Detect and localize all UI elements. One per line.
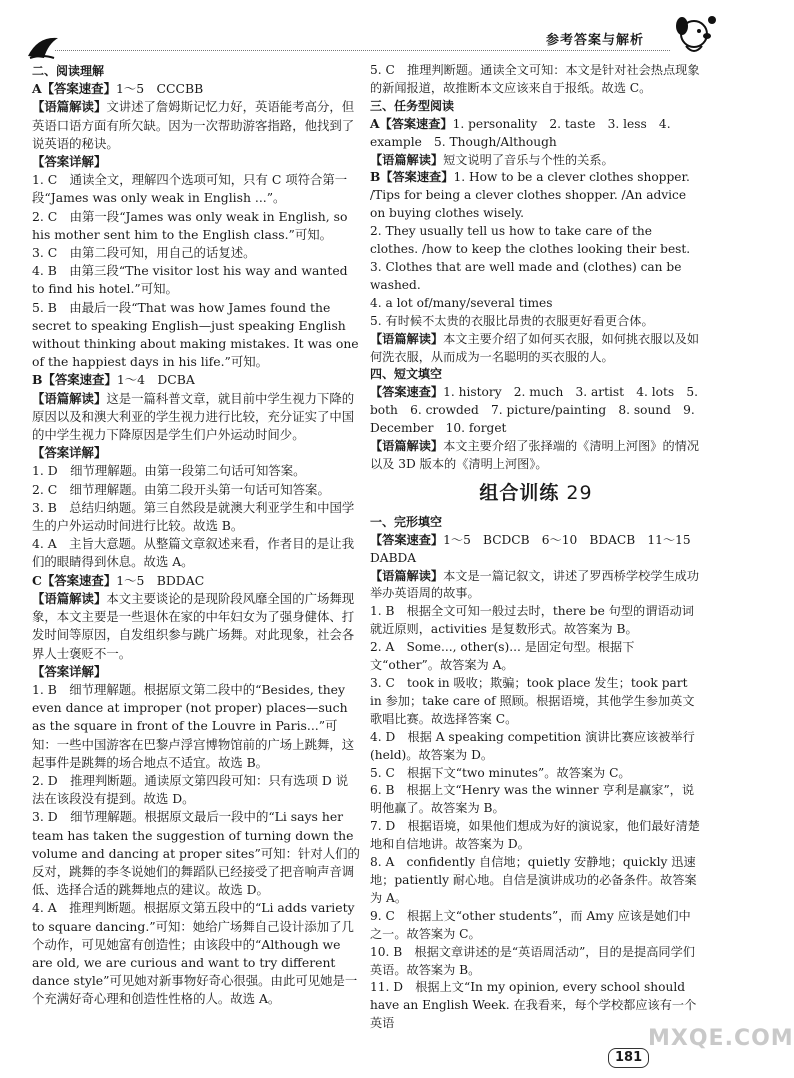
answer-text: 1. B 细节理解题。根据原文第二段中的“Besides, they even dance at improper (not proper) places—such as the square in front of the Louvre in Paris...”可知：一些中国游客在巴黎卢浮宫博物馆前的广场上跳舞，这起事件是跳舞的场合地点不适宜。故选 B。 [32,681,355,770]
mascot-icon [666,8,724,60]
section-heading: 二、阅读理解 [32,64,105,78]
answer-paragraph [370,944,702,980]
header-divider [55,50,670,51]
answer-text: 1～5 BCDCB 6～10 BDACB 11～15 DABDA [370,532,703,565]
answer-paragraph [32,899,360,1008]
answer-paragraph [370,259,702,295]
answer-text: 6. B 根据上文“Henry was the winner 亨利是赢家”，说明他赢了。故答案为 B。 [370,783,695,816]
answer-paragraph [370,818,702,854]
answer-text: 9. C 根据上文“other students”，而 Amy 应该是她们中之一。故答案为 C。 [370,908,691,941]
answer-tag: 【答案详解】 [32,154,107,170]
answer-text: 4. A 推理判断题。根据原文第五段中的“Li adds variety to square dancing.”可知：她给广场舞自己设计添加了几个动作，可见她富有创造性；由该段中的“Although we are old, we are curious and want to try different dance style”可见她对新事物好奇心很强。由此可见她是一个充满好奇心理和创造性性格的人。故选 A。 [32,900,358,1007]
answer-text: 1. C 通读全文，理解四个选项可知，只有 C 项符合第一段“James was only weak in English ...”。 [32,172,348,206]
answer-text: 3. C took in 吸收；欺骗；took place 发生；took part in 参加；take care of 照顾。根据语境，其他学生参加英文歌唱比赛。故选择答案 C。 [370,676,695,726]
answer-paragraph [370,568,702,604]
answer-tag: 【语篇解读】 [32,390,107,406]
answer-text: 本文主要谈论的是现阶段风靡全国的广场舞现象，本文主要是一些退休在家的中年妇女为了强身健体、打发时间等原因，自发组织参与跳广场舞。对此现象，社会各界人士褒贬不一。 [32,590,355,661]
answer-text: 4. a lot of/many/several times [370,295,553,310]
answer-tag: B【答案速查】 [370,170,454,185]
answer-text: 3. C 由第二段可知，用自己的话复述。 [32,245,256,261]
answer-text: 1. history 2. much 3. artist 4. lots 5. both 6. crowded 7. picture/painting 8. sound 9. December 10. forget [370,385,698,436]
answer-paragraph [32,590,360,663]
answer-paragraph [370,639,702,675]
answer-paragraph [370,384,702,438]
answer-paragraph [370,116,702,152]
answer-text: 5. 有时候不太贵的衣服比昂贵的衣服更好看更合体。 [370,313,654,328]
answer-text: 3. B 总结归纳题。第三自然段是就澳大利亚学生和中国学生的户外运动时间进行比较。故选 B。 [32,499,355,534]
answer-text: 10. B 根据文章讲述的是“英语周活动”，目的是提高同学们英语。故答案为 B。 [370,944,695,977]
answer-paragraph [370,62,702,98]
answer-tag: 【答案速查】 [370,532,444,547]
answer-text: 2. C 细节理解题。由第二段开头第一句话可知答案。 [32,481,330,497]
answer-tag: A【答案速查】 [32,81,116,97]
page-number: 181 [608,1048,649,1068]
answer-paragraph [32,98,360,153]
left-column [32,62,360,1009]
answer-text: 1～5 BDDAC [116,572,205,588]
right-column [370,62,702,1033]
answer-text: 8. A confidently 自信地；quietly 安静地；quickly 迅速地；patiently 耐心地。自信是演讲成功的必备条件。故答案为 A。 [370,855,697,905]
answer-text: 1. How to be a clever clothes shopper. /Tips for being a clever clothes shopper. /An advice on buying clothes wisely. [370,170,690,221]
answer-paragraph [32,262,360,298]
answer-text: 4. A 主旨大意题。从整篇文章叙述来看，作者目的是让我们的眼睛得到休息。故选 A。 [32,536,355,570]
answer-paragraph [32,371,360,389]
answer-text: 1. B 根据全文可知一般过去时，there be 句型的谓语动词就近原则，activities 是复数形式。故答案为 B。 [370,604,694,637]
answer-paragraph [370,438,702,474]
unit-title-text: 组合训练 [479,481,560,504]
answer-tag: 【语篇解读】 [370,331,444,346]
answer-paragraph [370,313,702,331]
answer-paragraph [370,152,702,170]
answer-text: 文讲述了詹姆斯记忆力好，英语能考高分，但英语口语方面有所欠缺。因为一次帮助游客指路，他找到了说英语的秘诀。 [32,99,355,151]
answer-tag: B【答案速查】 [32,372,117,388]
answer-paragraph [370,782,702,818]
answer-paragraph [32,80,360,98]
answer-paragraph [370,331,702,367]
answer-text: 1. D 细节理解题。由第一段第二句话可知答案。 [32,463,306,479]
answer-paragraph [32,171,360,207]
answer-paragraph [32,681,360,772]
answer-paragraph [32,499,360,535]
answer-tag: 【语篇解读】 [370,152,444,167]
answer-text: 3. Clothes that are well made and (clothes) can be washed. [370,259,682,292]
answer-text: 本文主要介绍了张择端的《清明上河图》的情况以及 3D 版本的《清明上河图》。 [370,439,700,471]
answer-paragraph [370,729,702,765]
answer-tag: 【语篇解读】 [32,99,107,115]
answer-text: 短文说明了音乐与个性的关系。 [443,152,614,167]
answer-paragraph [370,532,702,568]
answer-text: 4. B 由第三段“The visitor lost his way and wanted to find his hotel.”可知。 [32,263,348,297]
answer-text: 5. C 推理判断题。通读全文可知：本文是针对社会热点现象的新闻报道，故推断本文应该来自于报纸。故选 C。 [370,63,700,95]
answer-paragraph [32,153,360,171]
answer-tag: C【答案速查】 [32,572,117,588]
answer-paragraph [32,444,360,462]
answer-text: 本文是一篇记叙文，讲述了罗西桥学校学生成功举办英语周的故事。 [370,568,700,601]
answer-text: 4. D 根据 A speaking competition 演讲比赛应该被举行 (held)。故答案为 D。 [370,729,695,762]
section-heading: 三、任务型阅读 [370,98,455,113]
header-title: 参考答案与解析 [546,33,645,48]
answer-text: 2. They usually tell us how to take care of the clothes. /how to keep the clothes looking their best. [370,224,691,257]
answer-paragraph [370,295,702,313]
section-heading: 一、完形填空 [370,514,443,529]
answer-paragraph [370,765,702,783]
answer-paragraph [32,299,360,372]
answer-text: 7. D 根据语境，如果他们想成为好的演说家，他们最好清楚地和自信地讲。故答案为 D。 [370,819,700,852]
answer-tag: 【答案速查】 [370,385,444,400]
answer-text: 本文主要介绍了如何买衣服，如何挑衣服以及如何洗衣服，从而成为一名聪明的买衣服的人。 [370,331,700,364]
answer-text: 5. C 根据下文“two minutes”。故答案为 C。 [370,765,631,780]
answer-paragraph [32,535,360,571]
answer-paragraph [32,481,360,499]
section-heading: 四、短文填空 [370,367,443,382]
answer-paragraph [32,462,360,480]
answer-paragraph [370,169,702,223]
answer-text: 5. B 由最后一段“That was how James found the secret to speaking English—just speaking English without thinking about making mistakes. It was one of the happiest days in his life.”可知。 [32,299,359,370]
answer-paragraph [370,908,702,944]
answer-paragraph [32,808,360,899]
answer-text: 1～4 DCBA [116,372,195,388]
answer-paragraph [370,675,702,729]
answer-paragraph [32,244,360,262]
answer-paragraph [32,572,360,590]
answer-paragraph [370,223,702,259]
answer-text: 这是一篇科普文章，就目前中学生视力下降的原因以及和澳大利亚的学生视力进行比较，充分证实了中国的中学生视力下降原因是学生们户外运动时间少。 [32,390,355,443]
answer-tag: 【语篇解读】 [370,568,444,583]
answer-text: 3. D 细节理解题。根据原文最后一段中的“Li says her team has taken the suggestion of turning down the volume and dancing at proper sites”可知：针对人们的反对，跳舞的李冬说她们的舞蹈队已经接受了把音响声音调低、选择合适的跳舞地点的建议。故选 D。 [32,809,360,898]
unit-title [370,480,702,506]
answer-text: 2. C 由第一段“James was only weak in English, so his mother sent him to the English class.”可知。 [32,208,348,242]
answer-text: 2. A Some..., other(s)... 是固定句型。根据下文“other”。故答案为 A。 [370,640,635,673]
answer-text: 11. D 根据上文“In my opinion, every school should have an English Week. 在我看来，每个学校都应该有一个英语 [370,980,697,1031]
answer-tag: 【语篇解读】 [32,590,107,606]
answer-tag: 【答案详解】 [32,445,107,461]
answer-paragraph [32,390,360,445]
answer-tag: 【答案详解】 [32,663,107,679]
answer-text: 1～5 CCCBB [115,81,204,97]
answer-paragraph [370,603,702,639]
answer-text: 1. personality 2. taste 3. less 4. example 5. Though/Although [370,116,671,149]
answer-tag: A【答案速查】 [370,116,453,131]
answer-tag: 【语篇解读】 [370,439,444,454]
answer-paragraph [32,772,360,808]
answer-paragraph [32,663,360,681]
watermark: MXQE.COM [648,1026,794,1051]
answer-text: 2. D 推理判断题。通读原文第四段可知：只有选项 D 说法在该段没有提到。故选 D。 [32,772,349,807]
unit-title-number: 29 [559,481,593,504]
answer-paragraph [32,208,360,244]
answer-paragraph [370,854,702,908]
